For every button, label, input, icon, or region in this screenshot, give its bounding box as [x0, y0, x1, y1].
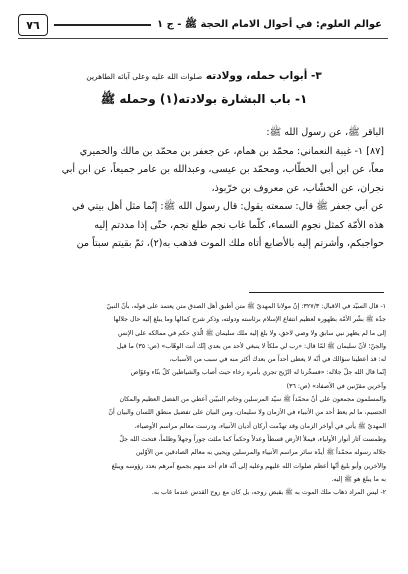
footnote-line: به ما يبلغ هو ﷺ إليه.: [331, 475, 386, 483]
header-rule: [54, 24, 151, 26]
footnote-line: ٢- ليس المراد ذهاب ملك الموت به ﷺ بقبض روحه، بل كان مع روح القدس عندما غاب به.: [151, 489, 386, 497]
footnote-line: وآخرين مقرّنين في الأصفاد» (ص: ٣٦): [286, 382, 386, 390]
body-line: حواجبكم، وأشرتم إليه بالأصابع أتاه ملك الموت فذهب به(٢)، ثمّ بقيتم سبتاً من: [76, 238, 384, 249]
footnote-line: جدّه ﷺ بشّر الأمّة بظهوره لعظيم انتفاع الإسلام برئاسته ودولته، وذكر شرح كمالها وما يبلغ إليه حال جلالها: [113, 316, 386, 324]
header-underline: [18, 38, 388, 39]
body-line: هذه الأمّة كمثل نجوم السماء، كلّما غاب نجم طلع نجم، حتّى إذا مددتم إليه: [94, 219, 384, 231]
body-line: [٨٧] ١- غيبة النعماني: محمّد بن همام، عن جعفر بن محمّد بن مالك والحميري: [79, 145, 384, 157]
part-title: ٣- أبواب حمله، وولادته: [205, 70, 322, 82]
footnotes: [26, 300, 386, 499]
footnote-line: له: قد أعطينا سؤالك في أنّه لا يعطى أحداً من بعدك أكثر منه في سبب من الأسباب،: [169, 356, 386, 364]
running-title: عوالم العلوم: في أحوال الامام الحجة ﷺ - ج ١: [157, 19, 382, 30]
body-line: نجران، عن الخشّاب، عن معروف بن خرّبوذ،: [211, 182, 384, 194]
running-header: [18, 14, 388, 36]
part-heading: [30, 70, 378, 82]
footnote-line: ١- قال السيّد في الاقبال: ٣٢٧/٣: إنّ مولانا المهديّ ﷺ متن أطبق أهل الصدق متن يعتمد على قوله، بأنّ النبيّ: [106, 303, 386, 310]
footnote-line: والجنّ؛ لأنّ سليمان ﷺ لمّا قال: «رب لي ملكاً لا ينبغي لأحد من بعدي إنّك أنت الوهّاب» (ص: ٣٥) ما قيل: [116, 342, 386, 350]
footnote-line: وطمست آثار أنوار الأولياء، فيملأ الأرض قسطاً وعدلاً وحكماً كما ملئت جوراً وجهلاً وظلماً، فتحت الله جلّ: [119, 435, 386, 443]
body-line: الباقر ﷺ، عن رسول الله ﷺ:: [266, 127, 384, 138]
body-line: معاً، عن ابن أبي الخطّاب، ومحمّد بن عيسى، وعبدالله بن عامر جميعاً، عن ابن أبي: [61, 164, 384, 175]
footnote-line: إنّما قال الله جلّ جلاله: «فسخّرنا له الرّيح تجري بأمره رخاء حيث أصاب والشياطين كلّ بنّاء وغوّاص: [130, 369, 386, 377]
footnote-line: إلى ما لم يظهر نبي سابق ولا وصي لاحق، ولا بلغ إليه ملك سليمان ﷺ الّذي حكم في ممالكه على الإنس: [118, 329, 386, 337]
part-subtitle: صلوات الله عليه وعلى آبائه الطاهرين: [86, 72, 203, 81]
main-text: [26, 124, 384, 254]
chapter-heading: ١- باب البشارة بولادته(١) وحمله ﷺ: [100, 92, 308, 106]
footnote-rule: [249, 292, 384, 293]
page-number: ٧٦: [18, 14, 48, 36]
footnote-line: والآخرين وأبو بليغ أنّها أعظم صلوات الله عليهم وعليه إلى أنّه قام أحد منهم بجميع آمرهم بعدد رؤوسه ويبلغ: [111, 462, 386, 470]
body-line: عن أبي جعفر ﷺ قال: سمعته يقول: قال رسول الله ﷺ: إنّما مثل أهل بيتي في: [72, 201, 384, 212]
footnote-line: المهديّ ﷺ يأتي في أواخر الزمان وقد تهدّمت أركان أديان الأنبياء، ودرست معالم مراسم الأوصياء،: [134, 422, 386, 430]
footnote-line: جلاله رسوله محمّداً ﷺ أيدّه سائر مراسم الأنبياء والمرسلين ويحيي به معالم الصادقين من الأوّلين: [135, 449, 386, 457]
footnote-line: الجسيم، ما لم يعط أحد من الأنبياء في الأزمان ولا سليمان، ومن البيان على تفضيل منطق اللسان والبيان أنّ: [108, 409, 386, 417]
footnote-line: والمسلمون مجمعون على أنّ محمّداً ﷺ سيّد المرسلين وخاتم النبيّين أعطي من الفضل العظيم والمكان: [119, 396, 386, 404]
